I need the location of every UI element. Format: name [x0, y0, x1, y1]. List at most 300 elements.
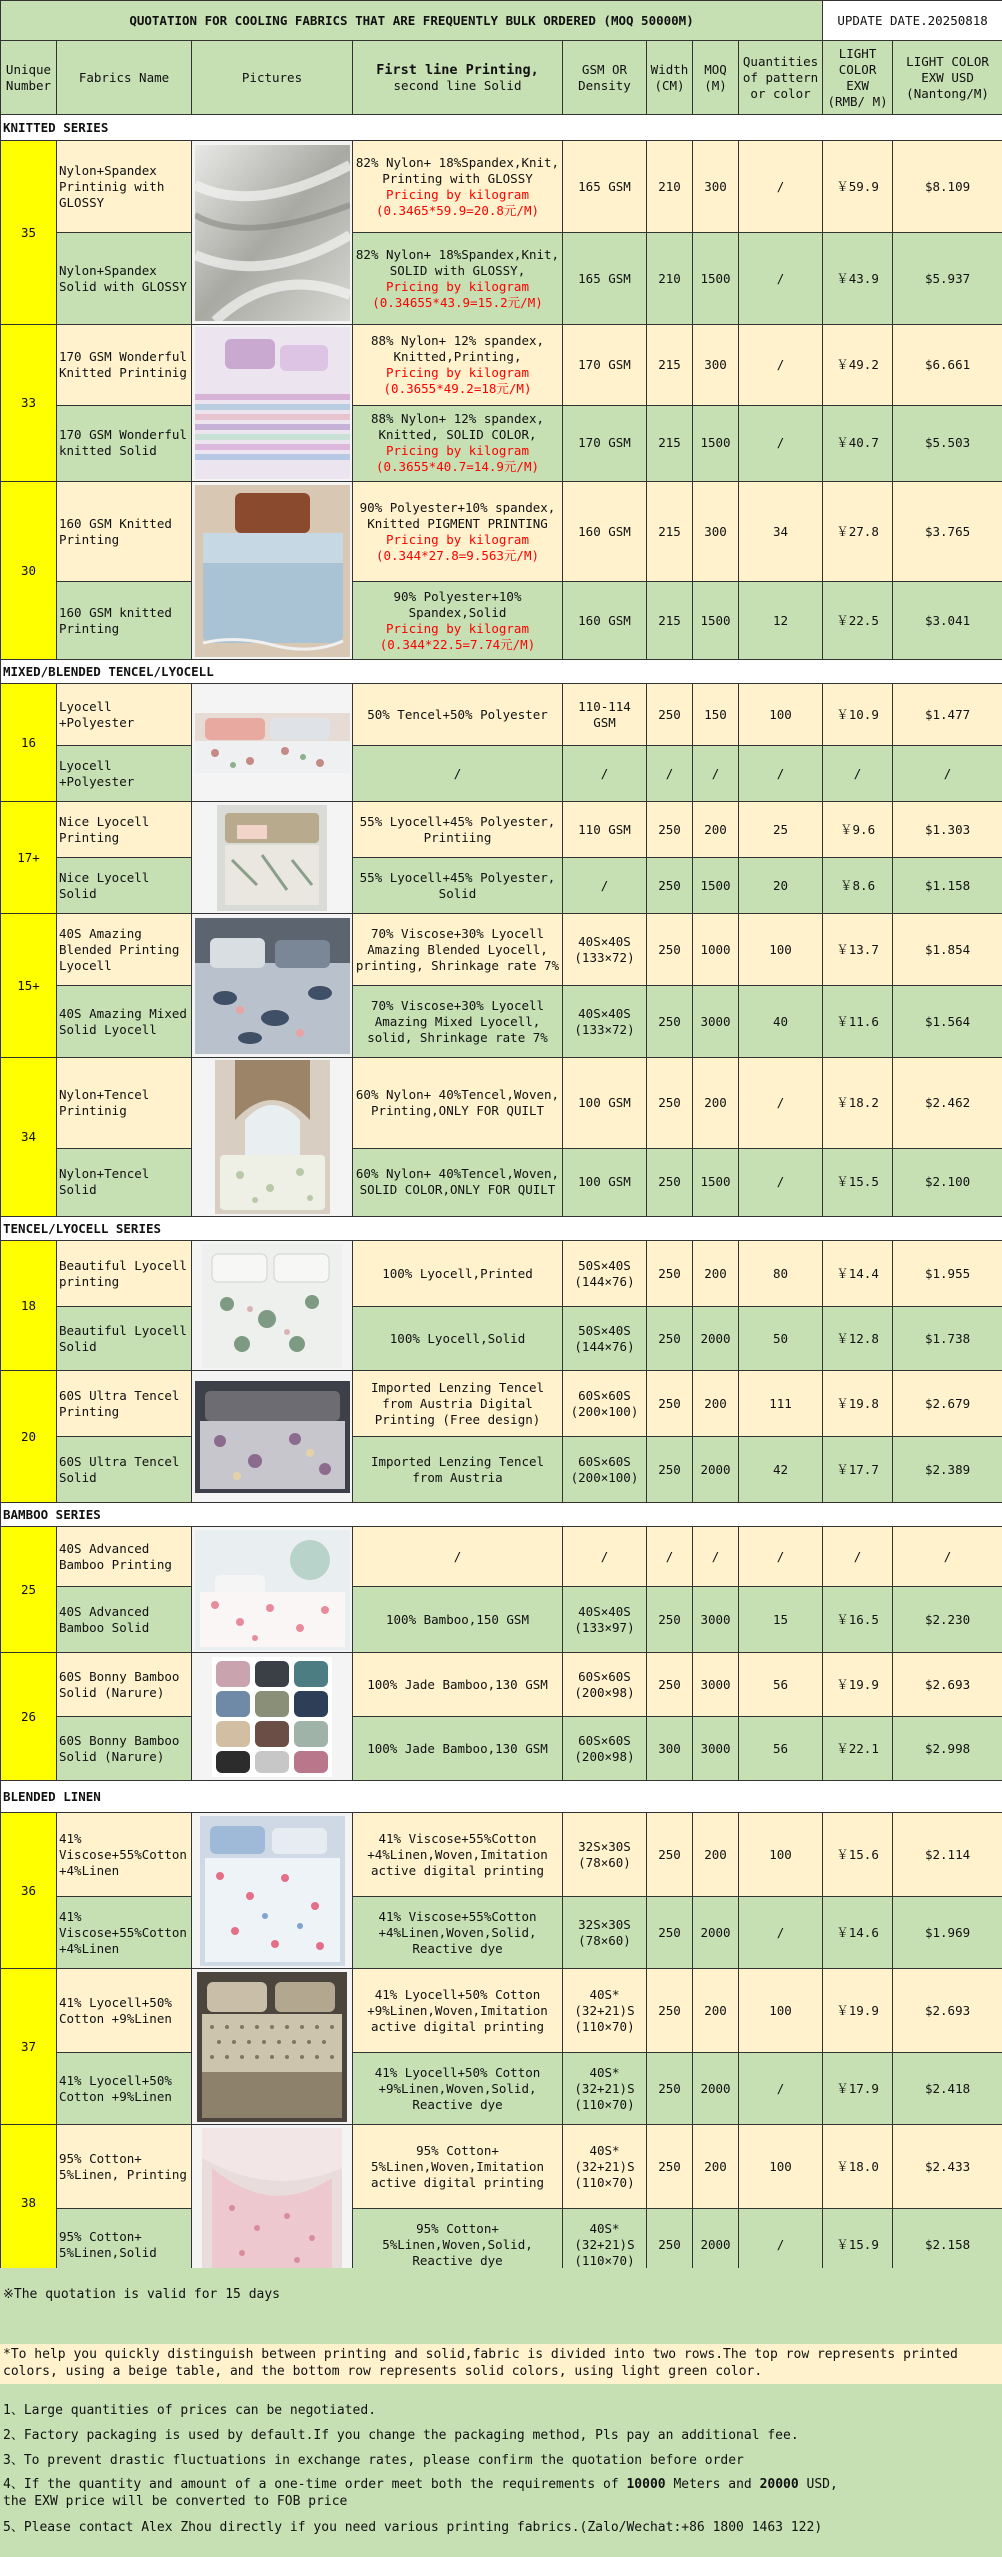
- price-usd: $2.693: [893, 1653, 1002, 1717]
- header-printing-line1: First line Printing,: [376, 61, 539, 78]
- price-rmb: ￥22.5: [823, 582, 893, 660]
- fabric-description: 41% Viscose+55%Cotton +4%Linen,Woven,Imitation active digital printing: [353, 1813, 563, 1897]
- width: 250: [647, 1058, 693, 1149]
- price-usd: /: [893, 746, 1002, 802]
- fabric-description: 50% Tencel+50% Polyester: [353, 684, 563, 746]
- pricing-calculation: (0.34655*43.9=15.2元/M): [372, 294, 543, 310]
- price-usd: $2.679: [893, 1371, 1002, 1437]
- price-rmb: ￥14.4: [823, 1241, 893, 1307]
- fabric-name: 95% Cotton+ 5%Linen,Solid: [57, 2209, 192, 2281]
- width: 250: [647, 1307, 693, 1371]
- note-4-text-b: Meters and: [673, 2477, 752, 2492]
- product-row-solid: [1, 1717, 1002, 1781]
- price-rmb: ￥17.7: [823, 1437, 893, 1503]
- moq: /: [693, 746, 739, 802]
- moq: 200: [693, 1058, 739, 1149]
- fabric-name: Beautiful Lyocell printing: [57, 1241, 192, 1307]
- moq: 200: [693, 1969, 739, 2053]
- moq: 2000: [693, 2053, 739, 2125]
- quantity: 40: [739, 986, 823, 1058]
- gsm: 60S×60S (200×100): [563, 1371, 647, 1437]
- note-4: [3, 2476, 999, 2510]
- price-usd: $5.503: [893, 405, 1002, 482]
- moq: 2000: [693, 2209, 739, 2281]
- moq: 2000: [693, 1897, 739, 1969]
- width: /: [647, 1527, 693, 1587]
- width: 250: [647, 1969, 693, 2053]
- width: 250: [647, 1437, 693, 1503]
- note-2: 2、Factory packaging is used by default.If you change the packaging method, Pls pay an additional fee.: [3, 2428, 799, 2443]
- fabric-name: Nylon+Tencel Printinig: [57, 1058, 192, 1149]
- moq: 2000: [693, 1437, 739, 1503]
- fabric-description: /: [353, 746, 563, 802]
- fabric-description: 55% Lyocell+45% Polyester, Solid: [353, 858, 563, 914]
- header-width: Width (CM): [647, 41, 693, 115]
- note-4-text-a: 4、If the quantity and amount of a one-time order meet both the requirements of: [3, 2477, 619, 2492]
- moq: 300: [693, 482, 739, 582]
- unique-number: 17+: [1, 802, 57, 914]
- fabric-picture: [192, 325, 353, 482]
- header-name: Fabrics Name: [57, 41, 192, 115]
- width: 250: [647, 914, 693, 986]
- width: 250: [647, 1587, 693, 1653]
- header-rmb: LIGHT COLOR EXW (RMB/ M): [823, 41, 893, 115]
- product-row-print: [1, 141, 1002, 233]
- width: 250: [647, 858, 693, 914]
- fabric-description: [353, 482, 563, 582]
- gsm: /: [563, 746, 647, 802]
- width: 250: [647, 1148, 693, 1216]
- description-text: 90% Polyester+10% Spandex,Solid: [393, 588, 522, 620]
- gsm: 160 GSM: [563, 482, 647, 582]
- product-row-solid: [1, 858, 1002, 914]
- price-rmb: ￥9.6: [823, 802, 893, 858]
- quantity: 34: [739, 482, 823, 582]
- header-qty: Quantities of pattern or color: [739, 41, 823, 115]
- price-usd: $2.693: [893, 1969, 1002, 2053]
- gsm: 170 GSM: [563, 405, 647, 482]
- moq: /: [693, 1527, 739, 1587]
- price-usd: $1.955: [893, 1241, 1002, 1307]
- width: 215: [647, 482, 693, 582]
- fabric-name: Lyocell +Polyester: [57, 746, 192, 802]
- price-rmb: ￥27.8: [823, 482, 893, 582]
- unique-number: 25: [1, 1527, 57, 1653]
- gsm: /: [563, 1527, 647, 1587]
- price-usd: $2.158: [893, 2209, 1002, 2281]
- gsm: 40S* (32+21)S (110×70): [563, 2125, 647, 2209]
- width: 215: [647, 582, 693, 660]
- quantity: 56: [739, 1653, 823, 1717]
- fabric-name: 160 GSM knitted Printing: [57, 582, 192, 660]
- width: 250: [647, 802, 693, 858]
- price-rmb: ￥17.9: [823, 2053, 893, 2125]
- gsm: 60S×60S (200×100): [563, 1437, 647, 1503]
- product-row-solid: [1, 1307, 1002, 1371]
- price-rmb: ￥19.9: [823, 1969, 893, 2053]
- gsm: 110 GSM: [563, 802, 647, 858]
- fabric-picture: [192, 1653, 353, 1781]
- unique-number: 33: [1, 325, 57, 482]
- unique-number: 36: [1, 1813, 57, 1969]
- width: 250: [647, 2209, 693, 2281]
- price-usd: $1.477: [893, 684, 1002, 746]
- quantity: 100: [739, 914, 823, 986]
- unique-number: 38: [1, 2125, 57, 2281]
- fabric-picture: [192, 1813, 353, 1969]
- gsm: 40S×40S (133×72): [563, 914, 647, 986]
- note-4-usd: 20000: [759, 2477, 799, 2492]
- fabric-picture: [192, 1058, 353, 1217]
- price-usd: $3.041: [893, 582, 1002, 660]
- fabric-description: 41% Lyocell+50% Cotton +9%Linen,Woven,Imitation active digital printing: [353, 1969, 563, 2053]
- gsm: 160 GSM: [563, 582, 647, 660]
- description-text: 88% Nylon+ 12% spandex, Knitted,Printing,: [370, 332, 545, 364]
- update-date: UPDATE DATE.20250818: [823, 1, 1002, 41]
- product-row-print: [1, 1813, 1002, 1897]
- price-usd: $2.230: [893, 1587, 1002, 1653]
- moq: 200: [693, 1371, 739, 1437]
- description-text: 90% Polyester+10% spandex, Knitted PIGMENT PRINTING: [359, 499, 556, 531]
- quantity: 12: [739, 582, 823, 660]
- fabric-name: 170 GSM Wonderful Knitted Printinig: [57, 325, 192, 406]
- quantity: /: [739, 2209, 823, 2281]
- width: 250: [647, 1241, 693, 1307]
- product-row-solid: [1, 1148, 1002, 1216]
- pricing-calculation: (0.344*27.8=9.563元/M): [375, 547, 539, 563]
- unique-number: 26: [1, 1653, 57, 1781]
- product-row-print: [1, 802, 1002, 858]
- pricing-by-kilogram: Pricing by kilogram: [386, 620, 529, 636]
- fabric-description: 95% Cotton+ 5%Linen,Woven,Solid, Reactive dye: [353, 2209, 563, 2281]
- fabric-name: Nylon+Spandex Solid with GLOSSY: [57, 233, 192, 325]
- fabric-description: /: [353, 1527, 563, 1587]
- width: 210: [647, 141, 693, 233]
- description-text: 82% Nylon+ 18%Spandex,Knit, SOLID with GLOSSY,: [355, 246, 560, 278]
- note-4-meters: 10000: [626, 2477, 666, 2492]
- price-rmb: ￥15.9: [823, 2209, 893, 2281]
- moq: 200: [693, 1241, 739, 1307]
- fabric-name: Nylon+Tencel Solid: [57, 1148, 192, 1216]
- gsm: 32S×30S (78×60): [563, 1813, 647, 1897]
- price-rmb: ￥43.9: [823, 233, 893, 325]
- fabric-name: 41% Viscose+55%Cotton+4%Linen: [57, 1813, 192, 1897]
- product-row-solid: [1, 233, 1002, 325]
- product-row-solid: [1, 582, 1002, 660]
- price-usd: $2.100: [893, 1148, 1002, 1216]
- header-printing: [353, 41, 563, 115]
- note-1: 1、Large quantities of prices can be negotiated.: [3, 2403, 377, 2418]
- fabric-name: 95% Cotton+ 5%Linen, Printing: [57, 2125, 192, 2209]
- price-rmb: ￥18.2: [823, 1058, 893, 1149]
- price-usd: $1.738: [893, 1307, 1002, 1371]
- width: 250: [647, 1813, 693, 1897]
- header-printing-line2: second line Solid: [393, 77, 522, 93]
- price-usd: $2.389: [893, 1437, 1002, 1503]
- section-bamboo: BAMBOO SERIES: [1, 1503, 1002, 1527]
- quantity: 111: [739, 1371, 823, 1437]
- unique-number: 34: [1, 1058, 57, 1217]
- explain-note: *To help you quickly distinguish between printing and solid,fabric is divided into two rows.The top row represents printed colors, using a beige table, and the bottom row represents solid colors, using light green color.: [3, 2347, 958, 2379]
- pricing-calculation: (0.3655*49.2=18元/M): [383, 380, 532, 396]
- product-row-solid: [1, 2053, 1002, 2125]
- product-row-print: [1, 482, 1002, 582]
- price-usd: /: [893, 1527, 1002, 1587]
- price-usd: $1.158: [893, 858, 1002, 914]
- product-row-print: [1, 1241, 1002, 1307]
- moq: 300: [693, 141, 739, 233]
- fabric-name: 60S Ultra Tencel Printing: [57, 1371, 192, 1437]
- width: 250: [647, 684, 693, 746]
- fabric-picture: [192, 802, 353, 914]
- gsm: 170 GSM: [563, 325, 647, 406]
- quantity: 100: [739, 684, 823, 746]
- fabric-description: 70% Viscose+30% Lyocell Amazing Mixed Lyocell, solid, Shrinkage rate 7%: [353, 986, 563, 1058]
- quantity: 50: [739, 1307, 823, 1371]
- moq: 1500: [693, 1148, 739, 1216]
- fabric-name: 40S Advanced Bamboo Solid: [57, 1587, 192, 1653]
- moq: 1500: [693, 405, 739, 482]
- fabric-description: Imported Lenzing Tencel from Austria Digital Printing (Free design): [353, 1371, 563, 1437]
- fabric-name: 40S Amazing Blended Printing Lyocell: [57, 914, 192, 986]
- price-rmb: ￥19.8: [823, 1371, 893, 1437]
- width: 215: [647, 325, 693, 406]
- product-row-print: [1, 2125, 1002, 2209]
- fabric-description: 60% Nylon+ 40%Tencel,Woven, SOLID COLOR,ONLY FOR QUILT: [353, 1148, 563, 1216]
- product-row-solid: [1, 1437, 1002, 1503]
- note-4-text-c: USD,: [806, 2477, 838, 2492]
- fabric-description: Imported Lenzing Tencel from Austria: [353, 1437, 563, 1503]
- pricing-by-kilogram: Pricing by kilogram: [386, 531, 529, 547]
- section-knitted: KNITTED SERIES: [1, 115, 1002, 141]
- price-rmb: ￥16.5: [823, 1587, 893, 1653]
- moq: 1000: [693, 914, 739, 986]
- moq: 3000: [693, 1653, 739, 1717]
- fabric-name: Nice Lyocell Printing: [57, 802, 192, 858]
- quantity: 42: [739, 1437, 823, 1503]
- price-rmb: ￥8.6: [823, 858, 893, 914]
- price-rmb: ￥59.9: [823, 141, 893, 233]
- price-usd: $1.303: [893, 802, 1002, 858]
- price-rmb: ￥13.7: [823, 914, 893, 986]
- moq: 300: [693, 325, 739, 406]
- moq: 200: [693, 802, 739, 858]
- gsm: 50S×40S (144×76): [563, 1241, 647, 1307]
- price-rmb: ￥40.7: [823, 405, 893, 482]
- price-rmb: ￥22.1: [823, 1717, 893, 1781]
- fabric-picture: [192, 1969, 353, 2125]
- product-row-print: [1, 1969, 1002, 2053]
- moq: 1500: [693, 582, 739, 660]
- price-usd: $3.765: [893, 482, 1002, 582]
- product-row-solid: [1, 746, 1002, 802]
- section-mixed: MIXED/BLENDED TENCEL/LYOCELL: [1, 660, 1002, 684]
- moq: 1500: [693, 233, 739, 325]
- fabric-description: [353, 233, 563, 325]
- quantity: 100: [739, 2125, 823, 2209]
- unique-number: 35: [1, 141, 57, 325]
- fabric-name: Beautiful Lyocell Solid: [57, 1307, 192, 1371]
- pricing-by-kilogram: Pricing by kilogram: [386, 278, 529, 294]
- moq: 200: [693, 1813, 739, 1897]
- quantity: 56: [739, 1717, 823, 1781]
- quantity: /: [739, 1897, 823, 1969]
- pricing-calculation: (0.344*22.5=7.74元/M): [379, 636, 536, 652]
- unique-number: 20: [1, 1371, 57, 1503]
- price-rmb: /: [823, 1527, 893, 1587]
- fabric-name: 160 GSM Knitted Printing: [57, 482, 192, 582]
- product-row-print: [1, 1371, 1002, 1437]
- fabric-picture: [192, 1527, 353, 1653]
- price-usd: $8.109: [893, 141, 1002, 233]
- pricing-calculation: (0.3465*59.9=20.8元/M): [375, 202, 539, 218]
- price-usd: $2.418: [893, 2053, 1002, 2125]
- price-rmb: ￥19.9: [823, 1653, 893, 1717]
- fabric-picture: [192, 914, 353, 1058]
- fabric-picture: [192, 1371, 353, 1503]
- price-usd: $2.433: [893, 2125, 1002, 2209]
- fabric-description: 100% Jade Bamboo,130 GSM: [353, 1653, 563, 1717]
- width: 250: [647, 986, 693, 1058]
- gsm: 40S×40S (133×72): [563, 986, 647, 1058]
- gsm: 50S×40S (144×76): [563, 1307, 647, 1371]
- price-rmb: ￥49.2: [823, 325, 893, 406]
- price-usd: $1.969: [893, 1897, 1002, 1969]
- quantity: /: [739, 325, 823, 406]
- width: 250: [647, 1897, 693, 1969]
- moq: 1500: [693, 858, 739, 914]
- section-tencel: TENCEL/LYOCELL SERIES: [1, 1217, 1002, 1241]
- fabric-name: Nice Lyocell Solid: [57, 858, 192, 914]
- quantity: 100: [739, 1813, 823, 1897]
- width: 250: [647, 1653, 693, 1717]
- product-row-print: [1, 325, 1002, 406]
- fabric-name: 40S Amazing Mixed Solid Lyocell: [57, 986, 192, 1058]
- header-pictures: Pictures: [192, 41, 353, 115]
- moq: 3000: [693, 1587, 739, 1653]
- section-linen: BLENDED LINEN: [1, 1781, 1002, 1813]
- product-row-print: [1, 684, 1002, 746]
- fabric-description: [353, 582, 563, 660]
- price-usd: $2.462: [893, 1058, 1002, 1149]
- quantity: /: [739, 405, 823, 482]
- fabric-description: 41% Viscose+55%Cotton +4%Linen,Woven,Solid, Reactive dye: [353, 1897, 563, 1969]
- price-usd: $1.854: [893, 914, 1002, 986]
- quantity: 15: [739, 1587, 823, 1653]
- fabric-description: [353, 325, 563, 406]
- fabric-picture: [192, 2125, 353, 2281]
- product-row-print: [1, 1527, 1002, 1587]
- price-rmb: ￥10.9: [823, 684, 893, 746]
- fabric-name: Nylon+Spandex Printinig with GLOSSY: [57, 141, 192, 233]
- quantity: /: [739, 1527, 823, 1587]
- moq: 3000: [693, 1717, 739, 1781]
- gsm: 100 GSM: [563, 1058, 647, 1149]
- moq: 2000: [693, 1307, 739, 1371]
- fabric-description: 95% Cotton+ 5%Linen,Woven,Imitation active digital printing: [353, 2125, 563, 2209]
- header-usd: LIGHT COLOR EXW USD (Nantong/M): [893, 41, 1002, 115]
- header-moq: MOQ (M): [693, 41, 739, 115]
- fabric-name: 41% Lyocell+50% Cotton +9%Linen: [57, 2053, 192, 2125]
- price-rmb: ￥12.8: [823, 1307, 893, 1371]
- fabric-name: 170 GSM Wonderful knitted Solid: [57, 405, 192, 482]
- fabric-description: 100% Lyocell,Printed: [353, 1241, 563, 1307]
- unique-number: 16: [1, 684, 57, 802]
- width: 250: [647, 1371, 693, 1437]
- product-row-print: [1, 1653, 1002, 1717]
- fabric-picture: [192, 1241, 353, 1371]
- fabric-name: 41% Viscose+55%Cotton+4%Linen: [57, 1897, 192, 1969]
- price-rmb: ￥15.5: [823, 1148, 893, 1216]
- header-unique: Unique Number: [1, 41, 57, 115]
- gsm: 40S* (32+21)S (110×70): [563, 2209, 647, 2281]
- gsm: 100 GSM: [563, 1148, 647, 1216]
- description-text: 88% Nylon+ 12% spandex, Knitted, SOLID COLOR,: [370, 411, 545, 443]
- quantity: 100: [739, 1969, 823, 2053]
- fabric-description: 60% Nylon+ 40%Tencel,Woven, Printing,ONLY FOR QUILT: [353, 1058, 563, 1149]
- width: 210: [647, 233, 693, 325]
- width: 250: [647, 2053, 693, 2125]
- fabric-name: 60S Ultra Tencel Solid: [57, 1437, 192, 1503]
- fabric-description: 100% Bamboo,150 GSM: [353, 1587, 563, 1653]
- price-rmb: ￥18.0: [823, 2125, 893, 2209]
- width: 250: [647, 2125, 693, 2209]
- quantity: /: [739, 233, 823, 325]
- gsm: 32S×30S (78×60): [563, 1897, 647, 1969]
- width: 300: [647, 1717, 693, 1781]
- quantity: /: [739, 1148, 823, 1216]
- pricing-by-kilogram: Pricing by kilogram: [386, 443, 529, 459]
- gsm: 60S×60S (200×98): [563, 1653, 647, 1717]
- gsm: 40S×40S (133×97): [563, 1587, 647, 1653]
- gsm: 40S* (32+21)S (110×70): [563, 1969, 647, 2053]
- quantity: 20: [739, 858, 823, 914]
- note-4-text-d: the EXW price will be converted to FOB price: [3, 2494, 348, 2509]
- note-5: 5、Please contact Alex Zhou directly if you need various printing fabrics.(Zalo/Wechat:+86 1800 1463 122): [3, 2520, 823, 2535]
- product-row-solid: [1, 1897, 1002, 1969]
- gsm: 40S* (32+21)S (110×70): [563, 2053, 647, 2125]
- sheet-title: QUOTATION FOR COOLING FABRICS THAT ARE FREQUENTLY BULK ORDERED (MOQ 50000M): [1, 1, 823, 41]
- product-row-print: [1, 914, 1002, 986]
- pricing-by-kilogram: Pricing by kilogram: [386, 186, 529, 202]
- price-usd: $2.114: [893, 1813, 1002, 1897]
- header-gsm: GSM OR Density: [563, 41, 647, 115]
- price-usd: $1.564: [893, 986, 1002, 1058]
- fabric-name: 40S Advanced Bamboo Printing: [57, 1527, 192, 1587]
- fabric-description: [353, 141, 563, 233]
- fabric-description: 41% Lyocell+50% Cotton +9%Linen,Woven,Solid, Reactive dye: [353, 2053, 563, 2125]
- fabric-picture: [192, 684, 353, 802]
- price-rmb: ￥15.6: [823, 1813, 893, 1897]
- fabric-picture: [192, 482, 353, 660]
- price-usd: $5.937: [893, 233, 1002, 325]
- gsm: 165 GSM: [563, 141, 647, 233]
- pricing-calculation: (0.3655*40.7=14.9元/M): [375, 459, 539, 475]
- fabric-description: 100% Lyocell,Solid: [353, 1307, 563, 1371]
- description-text: 82% Nylon+ 18%Spandex,Knit, Printing with GLOSSY: [355, 154, 560, 186]
- gsm: 60S×60S (200×98): [563, 1717, 647, 1781]
- price-rmb: ￥14.6: [823, 1897, 893, 1969]
- fabric-name: Lyocell +Polyester: [57, 684, 192, 746]
- width: /: [647, 746, 693, 802]
- gsm: /: [563, 858, 647, 914]
- fabric-description: 100% Jade Bamboo,130 GSM: [353, 1717, 563, 1781]
- fabric-name: 60S Bonny Bamboo Solid (Narure): [57, 1653, 192, 1717]
- product-row-solid: [1, 986, 1002, 1058]
- product-row-solid: [1, 1587, 1002, 1653]
- fabric-name: 60S Bonny Bamboo Solid (Narure): [57, 1717, 192, 1781]
- price-rmb: ￥11.6: [823, 986, 893, 1058]
